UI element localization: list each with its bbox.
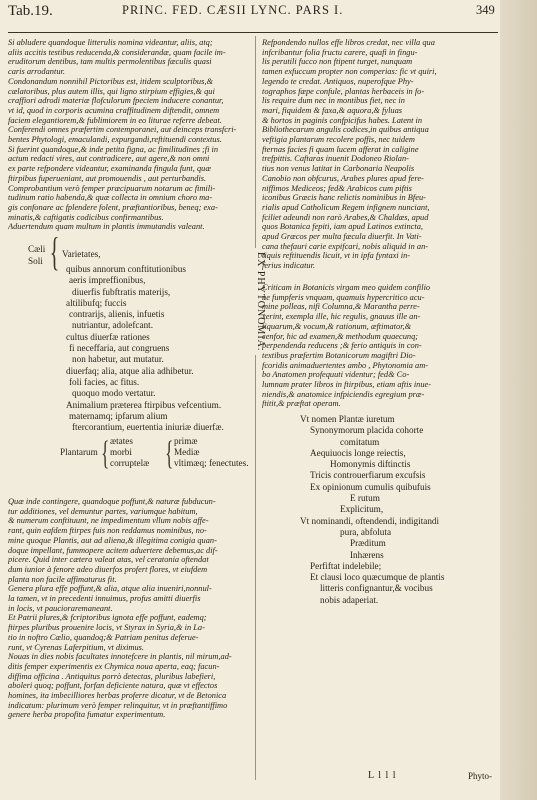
roman-line: Ex opinionum cumulis quibufuis: [310, 481, 431, 492]
text-line: ftitit,& præftat operam.: [262, 399, 341, 409]
brace-item: foli facies, ac fitus.: [69, 376, 140, 387]
text-line: cana thefauri carie expifcari, nobis aliquid in an-: [262, 241, 429, 251]
text-line: Si fuerint quandoque,& inde petita figna, ac fimilitudines ;fi in: [8, 144, 219, 154]
text-line: tur additiones, vel demuntur partes, variumque habitum,: [8, 506, 198, 516]
text-line: ftirpes pluribus prouenire locis, vt Styrax in Syria,& in La-: [8, 623, 205, 633]
roman-line: comitatum: [340, 436, 380, 447]
right-text-block-top: [262, 38, 496, 271]
brace-item: diuerfaq; alia, atque alia adhibetur.: [66, 365, 194, 376]
text-line: la tamen, vt in precedenti innuimus, profus amitti diuerfis: [8, 594, 201, 604]
brace-icon: {: [101, 435, 110, 472]
text-line: veftigia plantarum recolere poffis, nec tuidem: [262, 135, 415, 145]
text-line: niffimos Mediceos; fed& Arabicos cum piftis: [262, 183, 412, 193]
brace-icon: {: [49, 229, 60, 274]
text-line: Conferendi omnes præfertim contemporanei, aut deinceps transfcri-: [8, 125, 237, 135]
text-line: Criticam in Botanicis virgam meo quidem confilio: [262, 283, 431, 292]
text-line: tio in noftro Cælio, quandoq;& Patriam penitus deferue-: [8, 632, 199, 642]
roman-line: Præditum: [350, 538, 386, 549]
brace-item: diuerfis fubftratis materijs,: [72, 286, 171, 297]
left-text-block-top: [8, 38, 248, 232]
roman-line: Vt nominandi, oftendendi, indigitandi: [300, 515, 440, 526]
brace-first-item: Varietates,: [62, 249, 101, 259]
text-line: mine polleas, nifi Columna,& Marantha perre-: [262, 302, 420, 312]
text-line: Quæ inde contingere, quandoque poffunt,& naturæ fubducun-: [8, 497, 216, 506]
text-line: actum redacti vires, aut contradicere, aut agere,& non omni: [8, 154, 210, 164]
text-line: eruditorum dentibus, tam multis permolentibus fæculis quasi: [8, 57, 212, 67]
catchword: Phyto-: [468, 771, 493, 781]
text-line: infcribantur folia fructu carere, quafi in fingu-: [262, 47, 418, 57]
text-line: cælatoribus, plus autem illis, qui ligno stirpium effigies,& qui: [8, 86, 215, 96]
brace-items: [66, 264, 224, 433]
aetates-sub-item: vltimæq; fenectutes.: [174, 458, 249, 468]
text-line: in locis, vt paucioraremaneant.: [8, 603, 113, 613]
brace-item: altilibufq; fuccis: [66, 297, 127, 308]
text-line: ne fumpferis vnquam, quamuis hypercritico acu-: [262, 292, 425, 302]
text-line: tamen exfuccum propter non comperias: fic vt quiri,: [262, 67, 437, 77]
aetates-item: ætates: [110, 436, 133, 446]
text-line: faciem elegantiorem,& fublimiorem in eo liturae referre debeat.: [8, 115, 222, 125]
aetates-item: morbi: [110, 447, 132, 457]
text-line: fcoridis animaduertentes ambo , Phytonomia am-: [262, 360, 429, 370]
header-rule: [8, 32, 498, 33]
column-divider: [255, 36, 256, 780]
brace-item: aeris impreffionibus,: [69, 275, 146, 286]
brace-item: quibus annorum conftitutionibus: [66, 264, 186, 274]
text-line: Canobio non obfcurus, Arabes plures apud fere-: [262, 173, 424, 183]
text-line: dum iunior à fenore adeo diuerfos profert flores, vt eiufdem: [8, 564, 208, 574]
roman-line: Tricis controuerfiarum excufsis: [310, 470, 426, 481]
text-line: lumnam prater libros in ftirpibus, etiam aftis inue-: [262, 380, 432, 390]
text-line: gis confonare ac fplendere folent, præftantioribus, beneq; exa-: [8, 202, 218, 212]
side-title: EX PHYTONOMIA.: [255, 248, 266, 355]
text-line: ftirpibus fuperueniant, aut promouendis , aut perturbandis.: [8, 173, 207, 183]
brace-head-soli: Soli: [28, 256, 43, 266]
text-line: & numerum conftituunt, ne impedimentum vllum nobis affe-: [8, 516, 209, 526]
text-line: niendis,& anatomice infpiciendis egregium præ-: [262, 389, 425, 399]
text-line: indicatum: plurimum verò femper relinquitur, vt in præftantiffimo: [8, 700, 228, 710]
text-line: cenfor, hic ad examen,& methodum quaecunq;: [262, 331, 419, 341]
text-line: ex parte refpondere videantur, examinanda fingula funt, quæ: [8, 164, 211, 174]
brace-head-caeli: Cæli: [28, 244, 46, 254]
aetates-list: [110, 436, 149, 469]
text-line: diffima officina . Antiquitus porrò detectas, pluribus labefieri,: [8, 671, 216, 681]
text-line: planta non facile affimaturus fit.: [8, 574, 117, 584]
text-line: iconibus Græcis hanc relictis nominibus in Bfeu-: [262, 193, 426, 203]
text-line: craffiori adrodi materiæ flofculorum fpeciem inducere conantur,: [8, 96, 224, 106]
brace-item: fi neceffaria, aut congruens: [69, 343, 170, 354]
signature-mark: L l l l: [368, 770, 397, 781]
text-line: Et Patrii plures,& fcriptoribus ignota effe poffunt, eademq;: [8, 613, 207, 623]
text-line: xerint, exempla ille, hic regulis, gnauus ille an-: [262, 312, 421, 322]
brace-item: ftercorantium, euertentia iniuriæ diuerfæ.: [72, 422, 224, 433]
text-line: aboleri quoq; poffunt, forfan deficiente natura, quæ vt effectos: [8, 681, 218, 691]
right-text-block-middle: [262, 283, 496, 409]
brace-item: nutriantur, adolefcant.: [72, 320, 154, 331]
text-line: rant, quin eafdem ftirpes fuis non reddamus nominibus, no-: [8, 526, 207, 536]
text-line: fciliet adeundi non rarò Arabes,& Chaldæs, apud: [262, 212, 429, 222]
right-roman-block: [300, 414, 496, 606]
brace-icon: {: [165, 435, 174, 472]
text-line: Si abludere quandoque litterulis nomina videantur, aliis, atq;: [8, 38, 213, 47]
roman-line: Vt nomen Plantæ iuretum: [300, 414, 395, 424]
text-line: caris arrodantur.: [8, 67, 65, 77]
roman-line: Explicitum,: [340, 504, 384, 515]
text-line: legendo te credat. Antiquos, nuperofque Phy-: [262, 76, 414, 86]
roman-line: Aequiuocis longe reiectis,: [310, 447, 406, 458]
roman-line: Synonymorum placida cohorte: [310, 425, 424, 436]
text-line: bentes Phytologi, emaculandi, expurgandi,reftituendi contextus.: [8, 135, 222, 145]
running-title: PRINC. FED. CÆSII LYNC. PARS I.: [122, 3, 344, 17]
plantarum-label: Plantarum: [60, 447, 98, 457]
brace-item: cultus diuerfæ rationes: [66, 331, 150, 342]
text-line: Genera plura effe poffunt,& alia, atque alia inueniri,nonnul-: [8, 584, 212, 594]
text-line: Comprobantium verò femper præcipuarum notarum ac fimili-: [8, 183, 216, 193]
roman-line: pura, abfoluta: [340, 526, 392, 537]
text-line: bo Anatomen profequuti videntur; fed& Co-: [262, 370, 410, 380]
text-line: tographos fæpe confule, plantas herbaceis in fo-: [262, 86, 425, 96]
text-line: tiquis reftituendis licuit, vt in ipfa fyntaxi in-: [262, 251, 411, 261]
text-line: quos Botanica fepiti, iam apud Latinos extincta,: [262, 222, 423, 232]
roman-line: litteris confignantur,& vocibus: [320, 583, 433, 594]
brace-item: contrarijs, alienis, infuetis: [69, 309, 165, 320]
text-line: minatis,& caftigatis codicibus confirmantibus.: [8, 212, 164, 222]
text-line: Condonandum nonnihil Pictoribus est, itidem sculptoribus,&: [8, 76, 213, 86]
brace-item: non habetur, aut mutatur.: [72, 354, 164, 365]
roman-line: E rutum: [350, 493, 380, 504]
text-line: Bibliothecarum angulis codices,in quibus antiqua: [262, 125, 429, 135]
text-line: apud Græcos per multa fæcula diuerfit. In Vati-: [262, 232, 422, 242]
text-line: trefpittis. Caftaras inuenit Dodoneo Riolan-: [262, 154, 409, 164]
brace-item: quoquo modo vertatur.: [72, 388, 156, 399]
aetates-sub-item: Mediæ: [174, 447, 200, 457]
text-line: Refpondendo nullos effe libros credat, nec villa qua: [262, 38, 435, 47]
text-line: textibus præfertim Botanicorum magiftri Dio-: [262, 350, 416, 360]
text-line: ditis femper experimentis ex Chymica noua aperta, eaq; facun-: [8, 661, 220, 671]
text-line: lis require dum nec in montibus fiet, nec in: [262, 96, 405, 106]
text-line: tudinum ratio habenda,& quæ collecta in omnium choro ma-: [8, 193, 213, 203]
text-line: tius non venus latitat in Carbonaria Neapolis: [262, 164, 415, 174]
roman-line: Inhærens: [350, 549, 384, 560]
text-line: mine quoque Plantis, aut ad aliena,& illegitima conigia quan-: [8, 535, 217, 545]
text-line: homines, ita imbecilliores herbas proferre dicatur, vt de Betonica: [8, 691, 227, 701]
aetates-sub-list: [174, 436, 249, 469]
text-line: lis perutili fucco non ftipent turget, nunquam: [262, 57, 413, 67]
roman-line: nobis adaperiat.: [320, 594, 379, 605]
table-number: Tab.19.: [8, 3, 53, 19]
page-gutter: [500, 0, 537, 800]
text-line: & hortos in paginis confpicifus habes. Latent in: [262, 115, 423, 125]
aetates-item: corruptelæ: [110, 458, 150, 468]
brace-item: maternamq; ipfarum alium: [69, 410, 168, 421]
roman-line: Homonymis diftinctis: [330, 459, 411, 470]
text-line: rialis apud Catholicum Regem infignem nunciant,: [262, 202, 430, 212]
text-line: genere herba propofita fumatur experimentum.: [8, 710, 166, 720]
text-line: ferius indicatur.: [262, 261, 316, 271]
text-line: aliis accitis testibus reducenda,& considerandæ, quam facile im-: [8, 47, 226, 57]
brace-item: Animalium præterea ftirpibus vefcentium.: [66, 399, 222, 410]
left-text-block-bottom: [8, 497, 248, 720]
text-line: mari, fiquidem & faxa,& aquora,& fyluas: [262, 105, 403, 115]
text-line: Aduertendum quam multum in plantis immutandis valeant.: [8, 222, 205, 232]
text-line: tiquarum,& vocum,& rationum, æftimator,&: [262, 321, 412, 331]
text-line: picere. Quid inter cætera valeat atas, vel ceratonia oftendat: [8, 555, 209, 565]
text-line: vt id, quod in corporis acumina craffitudinem diftendit, omnem: [8, 105, 220, 115]
page-number: 349: [476, 3, 495, 17]
text-line: perpendenda reducens ;& ferio antiquis in con-: [262, 341, 422, 351]
text-line: runt, vt Cyrenas Laferpitium, vt diximus.: [8, 642, 145, 652]
roman-line: Perfiftat indelebile;: [310, 560, 382, 571]
text-line: fternas facies fi quam lucem afferat in caligine: [262, 144, 419, 154]
text-line: Nouas in dies nobis facultates innotefcere in plantis, nil mirum,ad-: [8, 652, 232, 662]
roman-line: Et clausi loco quæcumque de plantis: [310, 572, 445, 583]
aetates-sub-item: primæ: [174, 436, 198, 446]
text-line: doque impellant, fummopere acitem aduertere debemus,ac dif-: [8, 545, 218, 555]
